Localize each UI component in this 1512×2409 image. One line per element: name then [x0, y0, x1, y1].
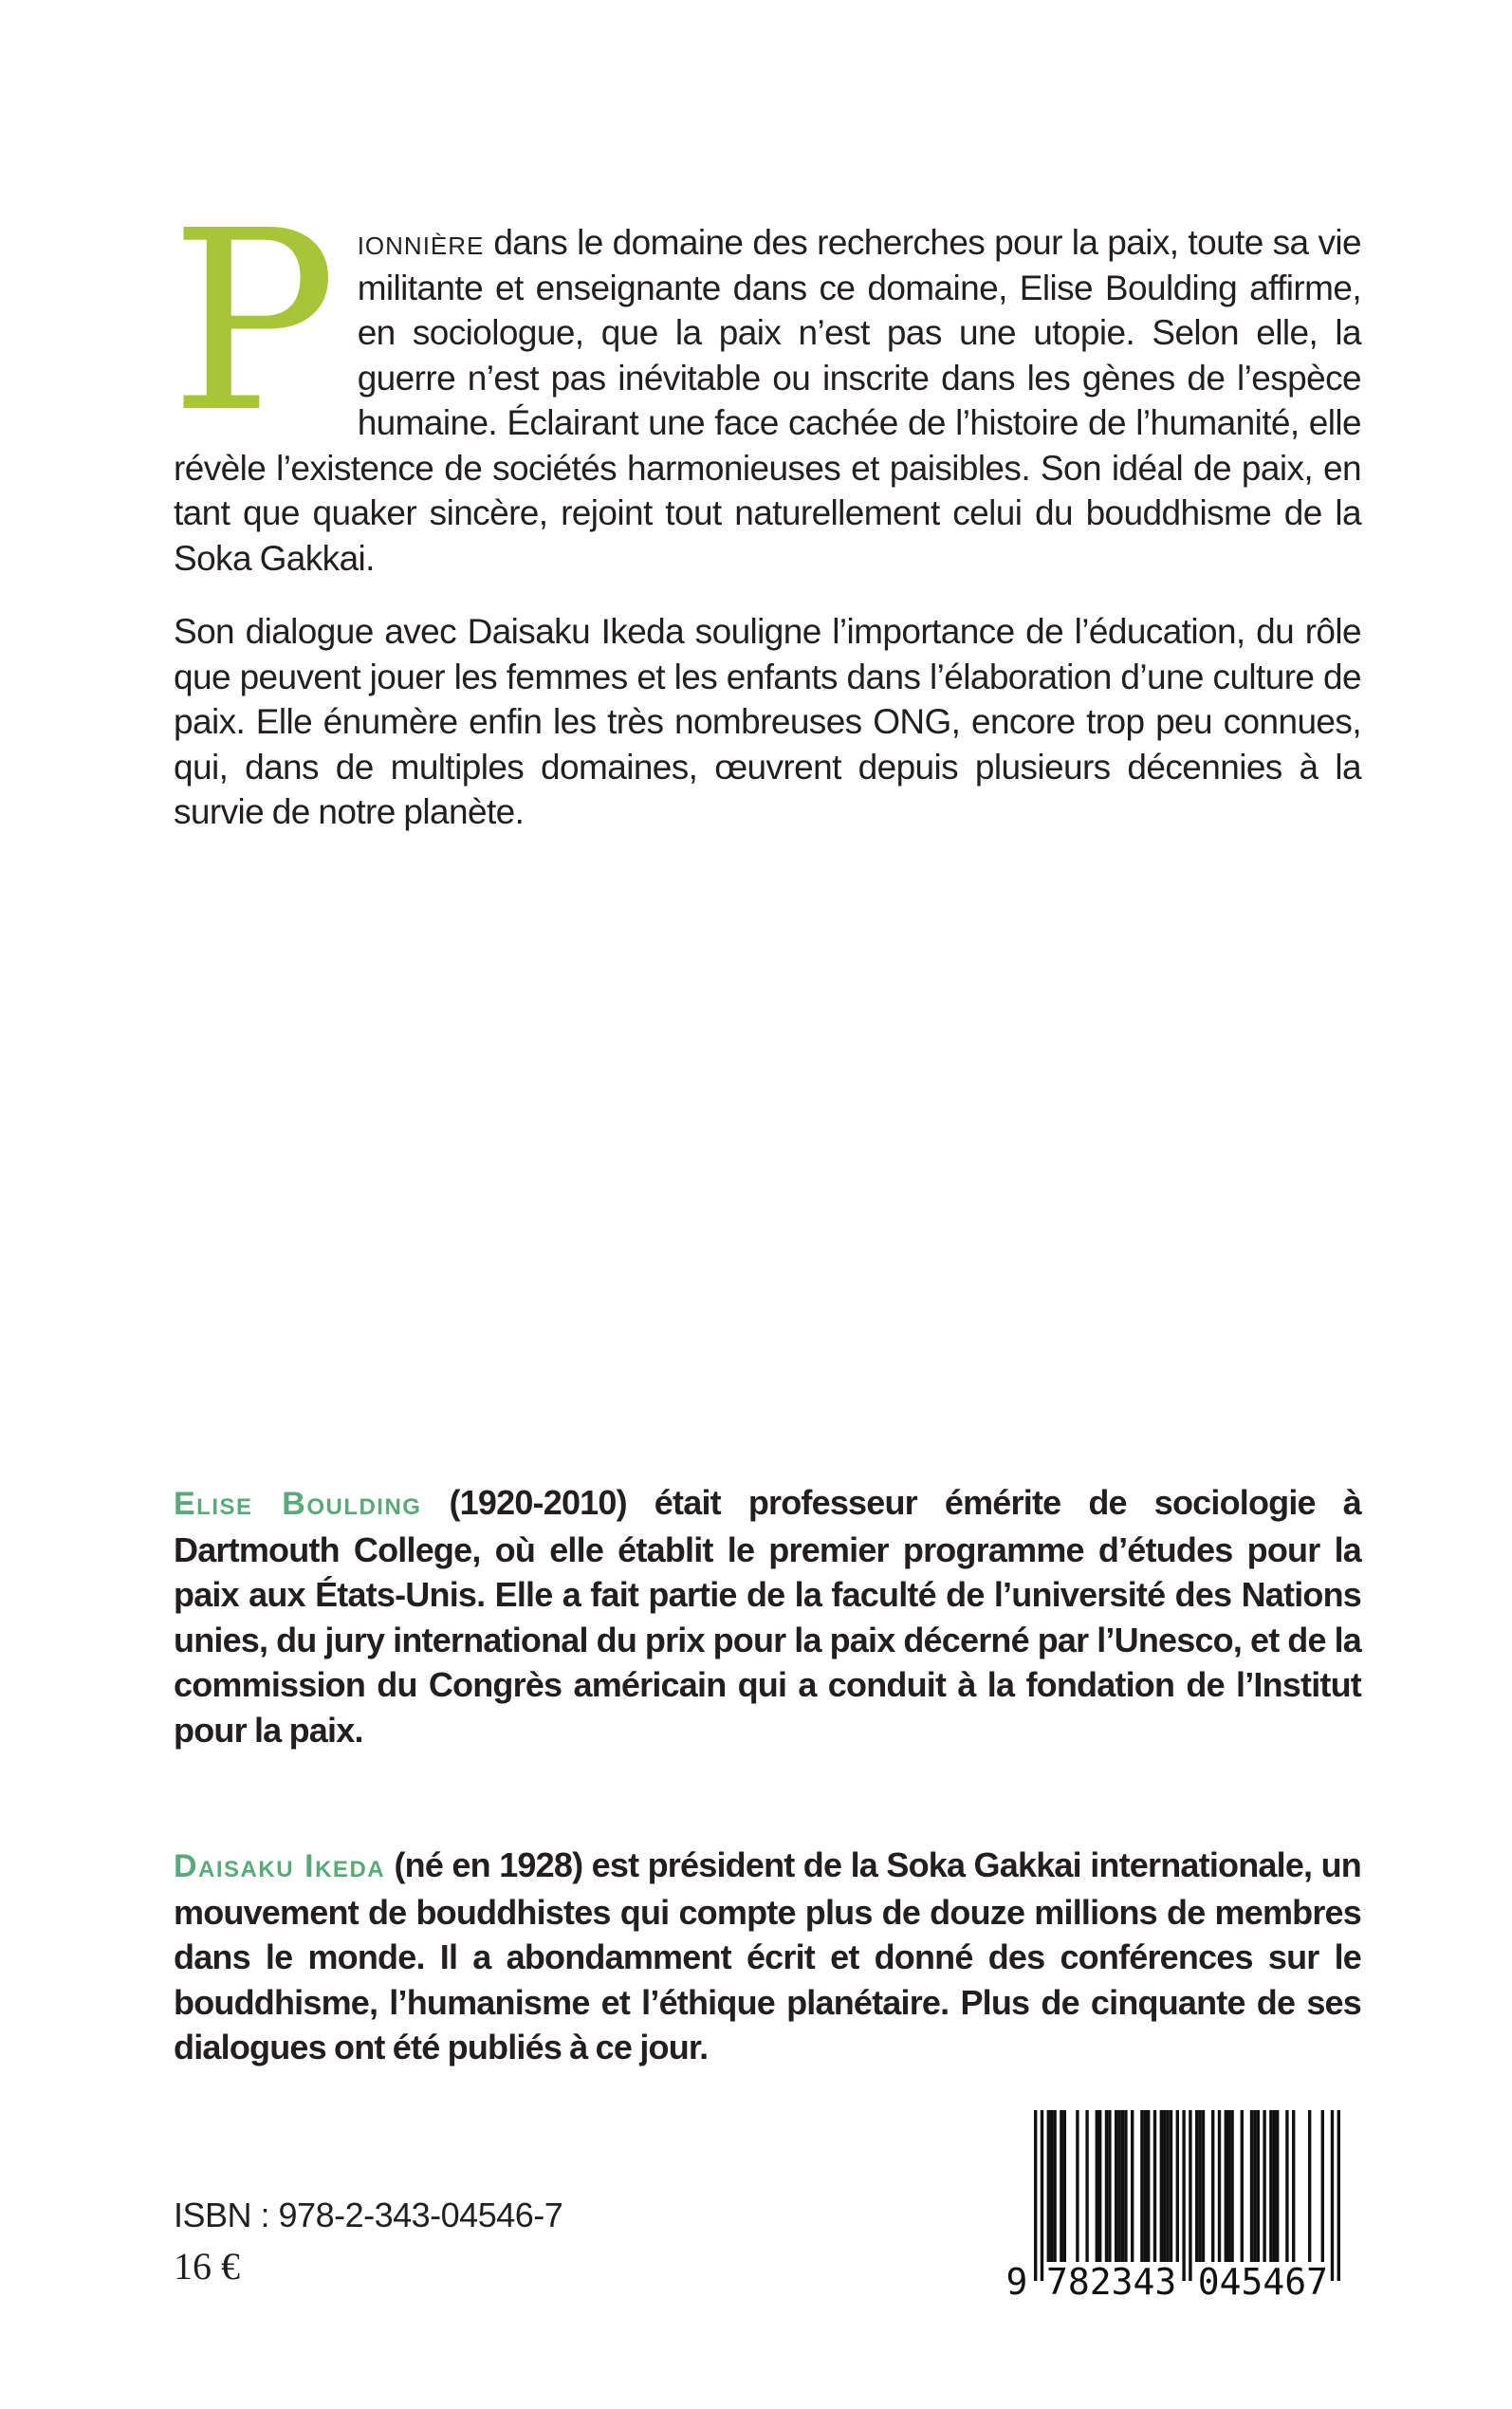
author-name: Elise Boulding: [174, 1486, 422, 1522]
author-bio-text: (1920-2010) était professeur émérite de sociologie à Dartmouth College, où elle établit le premier programme d’études pour la paix aux États-Unis. Elle a fait partie de la faculté de l’université des Nations unies, du jury international du prix pour la paix décerné par l’Unesco, et de la commission du Congrès américain qui a conduit à la fondation de l’Institut pour la paix.: [174, 1483, 1361, 1750]
blurb-paragraph-1: [170, 177, 1361, 581]
back-cover-blurb: [170, 177, 1361, 835]
drop-cap: P: [170, 177, 337, 467]
isbn-label: ISBN : 978-2-343-04546-7: [174, 2196, 563, 2234]
author-bio-ikeda: [174, 1843, 1361, 2070]
ean13-barcode-icon: [998, 2104, 1377, 2304]
price-label: 16 €: [174, 2245, 240, 2288]
svg-text:045467: 045467: [1197, 2261, 1329, 2303]
blurb-paragraph-1-text: dans le domaine des recherches pour la paix, toute sa vie militante et enseignante dans ce domaine, Elise Boulding affirme, en sociologue, que la paix n’est pas une utopie. Selon elle, la guerre n’est pas inévitable ou inscrite dans les gènes de l’espèce humaine. Éclairant une face cachée de l’histoire de l’humanité, elle révèle l’existence de sociétés harmonieuses et paisibles. Son idéal de paix, en tant que quaker sincère, rejoint tout naturellement celui du bouddhisme de la Soka Gakkai.: [174, 223, 1361, 578]
svg-text:9: 9: [1005, 2261, 1028, 2303]
author-bio-text: (né en 1928) est président de la Soka Gakkai internationale, un mouvement de bouddhistes qui compte plus de douze millions de membres dans le monde. Il a abondamment écrit et donné des conférences sur le bouddhisme, l’humanisme et l’éthique planétaire. Plus de cinquante de ses dialogues ont été publiés à ce jour.: [174, 1845, 1361, 2066]
blurb-paragraph-2: Son dialogue avec Daisaku Ikeda souligne l’importance de l’éducation, du rôle que peuvent jouer les femmes et les enfants dans l’élaboration d’une culture de paix. Elle énumère enfin les très nombreuses ONG, encore trop peu connues, qui, dans de multiples domaines, œuvrent depuis plusieurs décennies à la survie de notre planète.: [174, 612, 1361, 831]
author-name: Daisaku Ikeda: [174, 1848, 386, 1884]
lead-in-smallcaps: ionnière: [357, 223, 485, 262]
svg-text:782343: 782343: [1045, 2261, 1177, 2303]
author-bio-boulding: [174, 1480, 1361, 1752]
